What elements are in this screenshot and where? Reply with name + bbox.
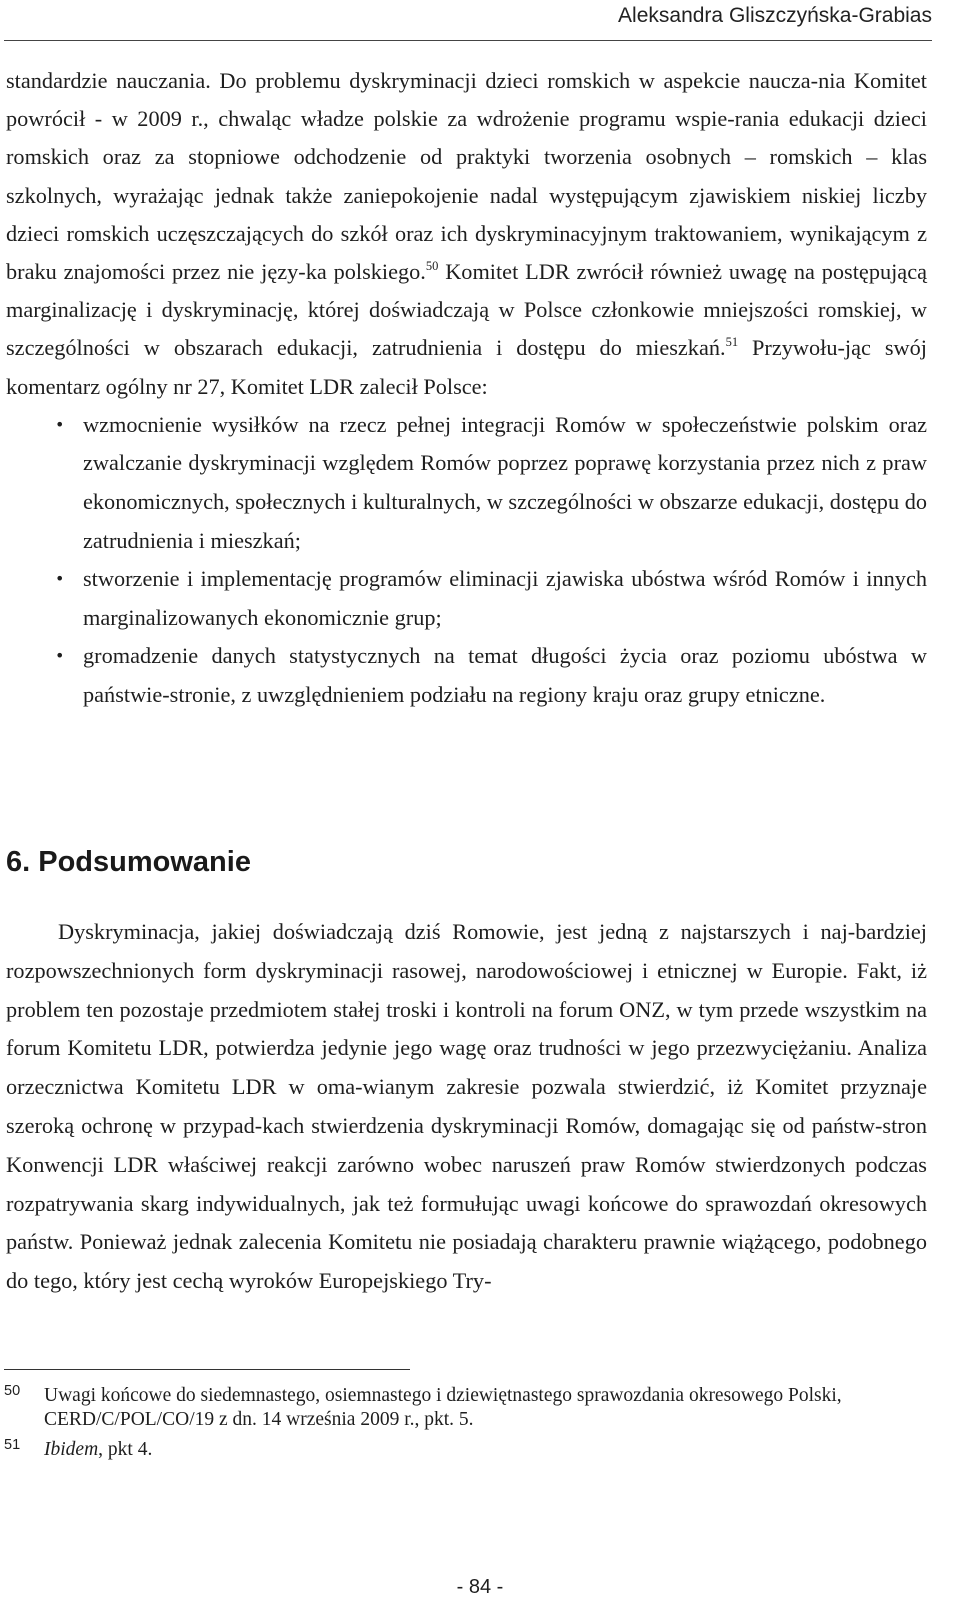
list-item [6,406,927,560]
footnote-51 [4,1438,928,1462]
recommendations-list [6,406,927,715]
bullet-icon: • [55,569,65,589]
bullet-icon: • [55,414,65,434]
footnote-ref-50[interactable]: 50 [425,259,439,274]
footnote-number: 50 [4,1383,21,1399]
summary-paragraph: Dyskryminacja, jakiej doświadczają dziś Romowie, jest jedną z najstarszych i naj-bardziej rozpowszechnionych form dyskryminacji rasowej, narodowościowej i etnicznej w Europie. Fakt, iż problem ten pozostaje przedmiotem stałej troski i kontroli na forum ONZ, w tym przede wszystkim na forum Komitetu LDR, potwierdza jedynie jego wagę oraz trudności w jego przezwyciężaniu. Analiza orzecznictwa Komitetu LDR w oma-wianym zakresie pozwala stwierdzić, iż Komitet przyznaje szeroką ochronę w przypad-kach stwierdzenia dyskryminacji Romów, domagając się od państw-stron Konwencji LDR właściwej reakcji zarówno wobec naruszeń praw Romów stwierdzonych podczas rozpatrywania skarg indywidualnych, jak też formułując uwagi końcowe do sprawozdań okresowych państw. Ponieważ jednak zalecenia Komitetu nie posiadają charakteru prawnie wiążącego, podobnego do tego, który jest cechą wyroków Europejskiego Try- [6,919,927,1294]
main-text [6,62,927,715]
list-item [6,560,927,637]
paragraph-1-text-a: standardzie nauczania. Do problemu dyskryminacji dzieci romskich w aspekcie naucza-nia Komitet powrócił - w 2009 r., chwaląc władze polskie za wdrożenie programu wspie-rania edukacji dzieci romskich oraz za stopniowe odchodzenie od praktyki tworzenia osobnych – romskich – klas szkolnych, wyrażając jednak także zaniepokojenie nadal występującym zjawiskiem niskiej liczby dzieci romskich uczęszczających do szkół oraz ich dyskryminacyjnym traktowaniem, wynikającym z braku znajomości przez nie języ-ka polskiego. [6,68,927,285]
footnote-italic-text: Ibidem [44,1439,99,1460]
footnote-50 [4,1384,928,1432]
paragraph-1-text-c: Przywołu-jąc swój komentarz ogólny nr 27, Komitet LDR zalecił Polsce: [6,335,927,399]
summary-text [6,913,927,1301]
section-heading: 6. Podsumowanie [6,846,251,878]
footnote-ref-51[interactable]: 51 [725,335,739,350]
list-item [6,637,927,714]
running-head: Aleksandra Gliszczyńska-Grabias [618,4,932,27]
list-item-text: stworzenie i implementację programów eliminacji zjawiska ubóstwa wśród Romów i innych marginalizowanych ekonomicznie grup; [83,566,927,630]
page-number: - 84 - [456,1576,504,1598]
paragraph-1-text-b: Komitet LDR zwrócił również uwagę na postępującą marginalizację i dyskryminację, której doświadczają w Polsce członkowie mniejszości romskiej, w szczególności w obszarach edukacji, zatrudnienia i dostępu do mieszkań. [6,259,927,361]
paragraph-1 [6,62,927,406]
footnote-rest-text: , pkt 4. [98,1439,153,1460]
footnote-text: Uwagi końcowe do siedemnastego, osiemnastego i dziewiętnastego sprawozdania okresowego Polski, CERD/C/POL/CO/19 z dn. 14 września 2009 r., pkt. 5. [44,1385,842,1430]
header-rule [4,40,932,41]
footnote-text [44,1438,928,1462]
list-item-text: gromadzenie danych statystycznych na temat długości życia oraz poziomu ubóstwa w państwie-stronie, z uwzględnieniem podziału na regiony kraju oraz grupy etniczne. [83,643,927,707]
footnote-rule [4,1369,410,1370]
list-item-text: wzmocnienie wysiłków na rzecz pełnej integracji Romów w społeczeństwie polskim oraz zwalczanie dyskryminacji względem Romów poprzez poprawę korzystania przez nich z praw ekonomicznych, społecznych i kulturalnych, w szczególności w obszarze edukacji, dostępu do zatrudnienia i mieszkań; [83,411,927,553]
footnote-number: 51 [4,1437,21,1453]
bullet-icon: • [55,646,65,666]
